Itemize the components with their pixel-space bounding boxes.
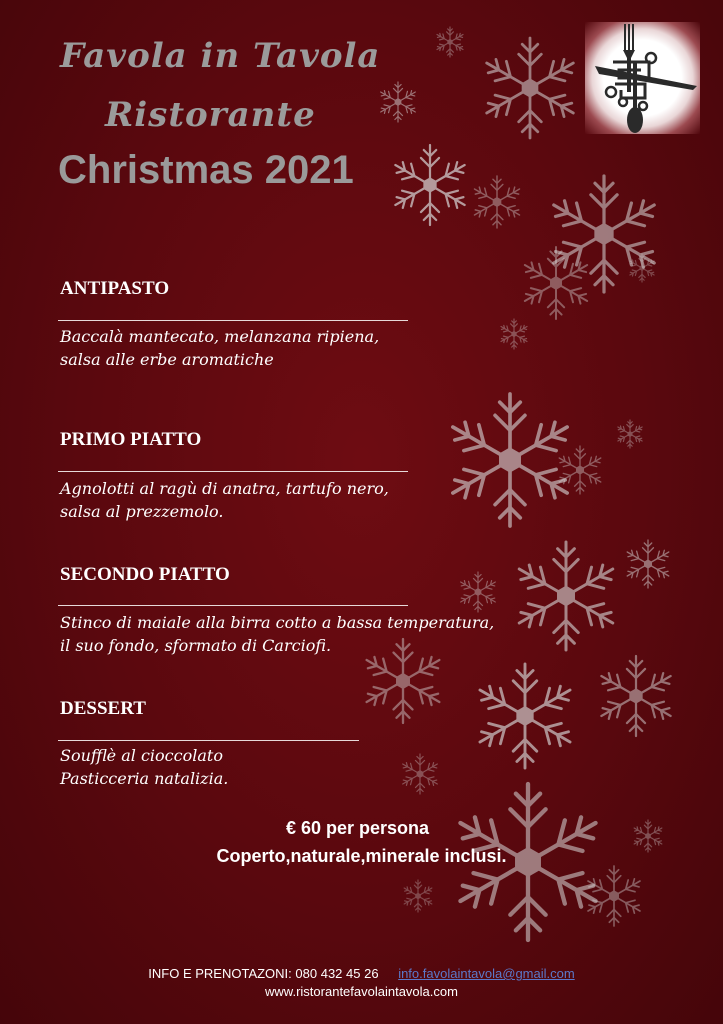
snowflake-icon [497,317,531,351]
course-title-primo: PRIMO PIATTO [60,429,202,450]
info-label: INFO E PRENOTAZONI: [148,966,292,981]
phone-number: 080 432 45 26 [295,966,379,981]
snowflake-icon [518,245,594,321]
divider [58,320,408,321]
snowflake-icon [456,570,500,614]
price: € 60 per persona [285,818,430,838]
price-inclusions: Coperto,naturale,minerale inclusi. [216,846,507,866]
cutlery-logo-icon [585,22,700,134]
contact-line [0,966,723,981]
snowflake-icon [478,36,582,140]
snowflake-icon [554,444,606,496]
divider [58,605,408,606]
snowflake-icon [388,143,472,227]
snowflake-icon [614,418,646,450]
snowflake-icon [471,662,579,770]
dish-line: salsa alle erbe aromatiche [60,350,274,369]
divider [58,471,408,472]
course-description-antipasto [60,325,379,371]
snowflake-icon [400,878,436,914]
snowflake-icon [626,252,658,284]
dish-line: salsa al prezzemolo. [60,502,224,521]
dish-line: Pasticceria natalizia. [60,769,229,788]
snowflake-icon [469,174,525,230]
snowflake-icon [398,752,442,796]
restaurant-subtitle: Ristorante [105,95,316,135]
dish-line: Stinco di maiale alla birra cotto a bassa temperatura, [60,613,495,632]
dish-line: Agnolotti al ragù di anatra, tartufo nero, [60,479,389,498]
course-title-antipasto: ANTIPASTO [60,278,170,299]
restaurant-name: Favola in Tavola [60,36,381,76]
snowflake-icon [622,538,674,590]
course-description-secondo [60,611,494,657]
course-title-secondo: SECONDO PIATTO [60,564,230,585]
dish-line: Soufflè al cioccolato [60,746,223,765]
snowflake-icon [594,654,678,738]
snowflake-icon [376,80,420,124]
dish-line: Baccalà mantecato, melanzana ripiena, [60,327,380,346]
course-description-dessert [60,744,228,790]
snowflake-icon [433,25,467,59]
snowflake-icon [582,864,646,928]
dish-line: il suo fondo, sformato di Carciofi. [60,636,332,655]
event-title: Christmas 2021 [58,148,354,192]
divider [58,740,359,741]
snowflake-icon [510,540,622,652]
email-link[interactable]: info.favolaintavola@gmail.com [398,966,575,981]
course-title-dessert: DESSERT [60,698,146,719]
course-description-primo [60,477,389,523]
restaurant-logo [585,22,700,134]
website-link[interactable]: www.ristorantefavolaintavola.com [265,984,458,999]
